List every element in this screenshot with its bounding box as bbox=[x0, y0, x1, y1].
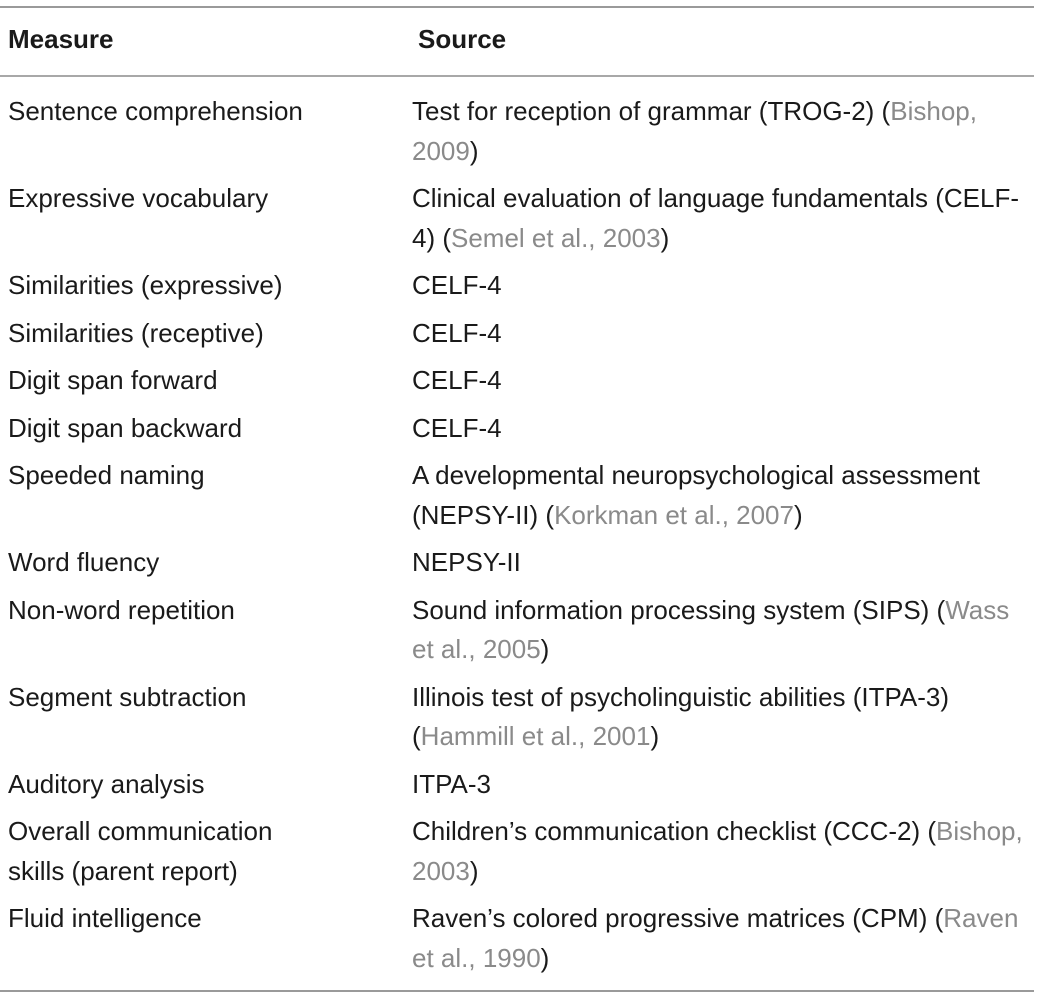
table-row bbox=[0, 314, 1040, 354]
measure-cell: Non-word repetition bbox=[8, 594, 235, 625]
source-text-end: ) bbox=[540, 634, 550, 664]
table-header bbox=[0, 24, 1040, 60]
table-row bbox=[0, 409, 1040, 449]
source-text-end: ) bbox=[469, 135, 479, 166]
source-cell bbox=[412, 812, 1034, 891]
source-cell bbox=[412, 266, 1034, 306]
source-text: ITPA-3 bbox=[412, 768, 491, 799]
table-row bbox=[0, 92, 1040, 171]
source-text: Illinois test of psycholinguistic abilities (ITPA-3) ( bbox=[412, 681, 950, 751]
source-text: NEPSY-II bbox=[412, 547, 521, 577]
table-bottom-rule bbox=[0, 990, 1034, 992]
table-row bbox=[0, 678, 1040, 757]
header-source: Source bbox=[418, 24, 507, 54]
header-measure: Measure bbox=[8, 24, 114, 54]
source-text-end: ) bbox=[660, 222, 670, 253]
source-text: A developmental neuropsychological assessment (NEPSY-II) ( bbox=[412, 460, 981, 530]
citation-link[interactable]: Semel et al., 2003 bbox=[451, 222, 661, 253]
table-row bbox=[0, 266, 1040, 306]
citation-link[interactable]: Bishop, 2003 bbox=[412, 816, 1023, 886]
source-text: Raven’s colored progressive matrices (CPM) ( bbox=[412, 903, 944, 933]
source-text-end: ) bbox=[650, 721, 660, 751]
source-cell bbox=[412, 543, 1034, 583]
source-text: CELF-4 bbox=[412, 365, 502, 395]
measure-cell: Speeded naming bbox=[8, 460, 205, 490]
measure-cell: Similarities (expressive) bbox=[8, 270, 283, 300]
measure-cell: Overall communication skills (parent report) bbox=[8, 816, 273, 886]
measure-cell: Segment subtraction bbox=[8, 681, 247, 712]
table-row bbox=[0, 591, 1040, 670]
table-row bbox=[0, 456, 1040, 535]
source-cell bbox=[412, 591, 1034, 670]
table-row bbox=[0, 899, 1040, 978]
measure-cell: Fluid intelligence bbox=[8, 903, 202, 933]
source-cell bbox=[412, 456, 1034, 535]
measure-cell: Word fluency bbox=[8, 547, 160, 577]
citation-link[interactable]: Bishop, 2009 bbox=[412, 96, 977, 166]
source-cell bbox=[412, 899, 1034, 978]
source-text-end: ) bbox=[540, 942, 550, 973]
source-cell bbox=[412, 314, 1034, 354]
source-text: Children’s communication checklist (CCC-2) ( bbox=[412, 816, 936, 846]
source-cell bbox=[412, 678, 1034, 757]
table-top-rule bbox=[0, 6, 1034, 8]
table-header-rule bbox=[0, 75, 1034, 77]
source-text-end: ) bbox=[793, 499, 803, 530]
source-cell bbox=[412, 409, 1034, 449]
source-cell bbox=[412, 765, 1034, 805]
table-row bbox=[0, 179, 1040, 258]
citation-link[interactable]: Wass et al., 2005 bbox=[412, 594, 1010, 664]
measure-cell: Digit span forward bbox=[8, 365, 218, 395]
measure-cell: Expressive vocabulary bbox=[8, 183, 269, 213]
table-row bbox=[0, 543, 1040, 583]
source-cell bbox=[412, 179, 1034, 258]
table-row bbox=[0, 361, 1040, 401]
table-body bbox=[0, 92, 1040, 986]
source-text: CELF-4 bbox=[412, 270, 502, 300]
table-row bbox=[0, 812, 1040, 891]
source-text: Sound information processing system (SIPS) ( bbox=[412, 594, 946, 625]
citation-link[interactable]: Korkman et al., 2007 bbox=[554, 499, 794, 530]
citation-link[interactable]: Hammill et al., 2001 bbox=[420, 721, 651, 751]
source-cell bbox=[412, 361, 1034, 401]
source-text: Clinical evaluation of language fundamentals (CELF-4) ( bbox=[412, 183, 1020, 253]
measure-cell: Auditory analysis bbox=[8, 768, 205, 799]
source-text: Test for reception of grammar (TROG-2) ( bbox=[412, 96, 891, 126]
source-text-end: ) bbox=[469, 855, 479, 886]
source-text: CELF-4 bbox=[412, 412, 502, 443]
measure-cell: Digit span backward bbox=[8, 412, 243, 443]
citation-link[interactable]: Raven et al., 1990 bbox=[412, 903, 1019, 973]
table-row bbox=[0, 765, 1040, 805]
source-text: CELF-4 bbox=[412, 317, 502, 348]
measure-cell: Sentence comprehension bbox=[8, 96, 303, 126]
source-cell bbox=[412, 92, 1034, 171]
measure-cell: Similarities (receptive) bbox=[8, 317, 264, 348]
